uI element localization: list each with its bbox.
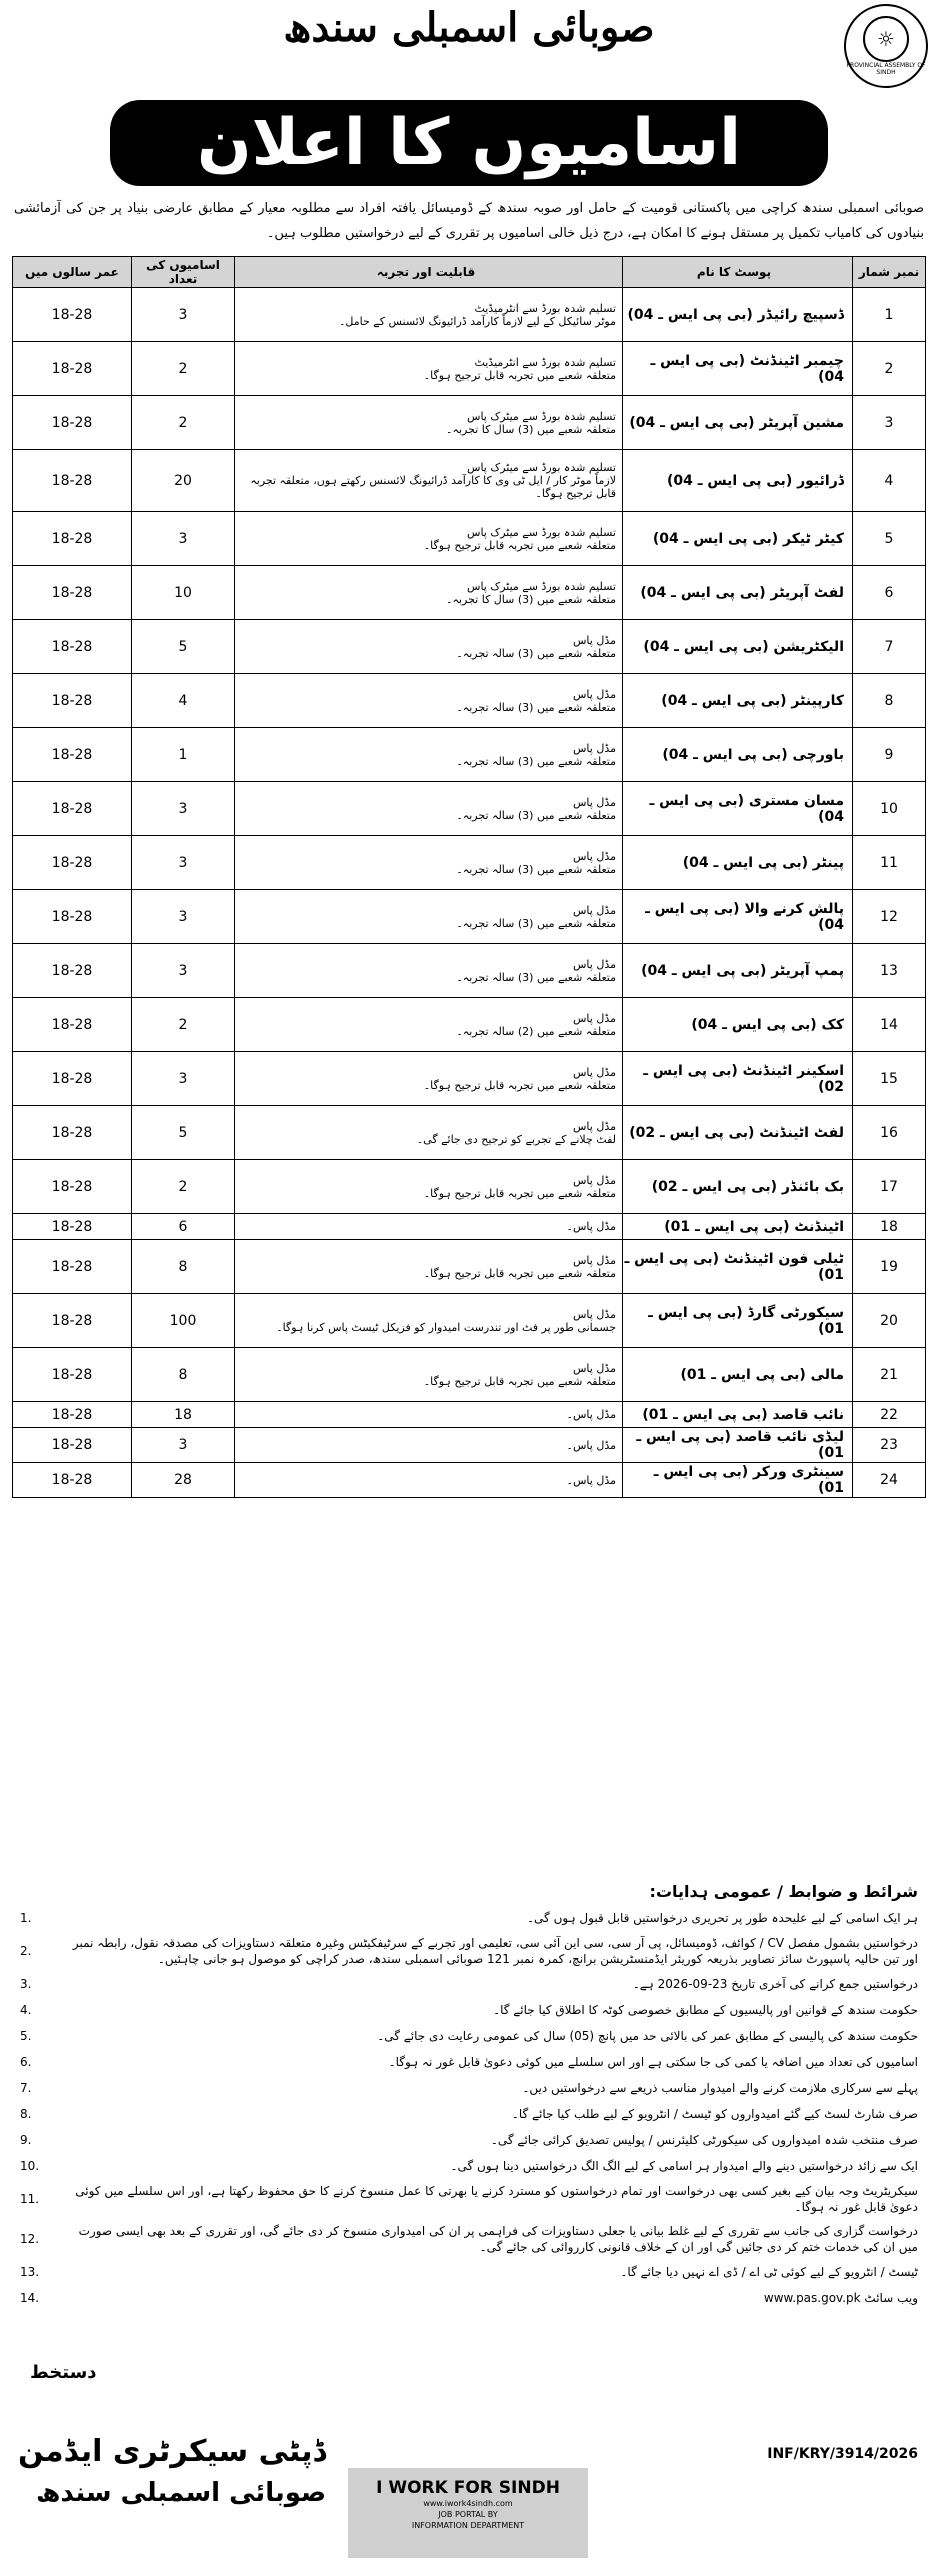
- qualification-line: مڈل پاس: [573, 633, 616, 647]
- qualification-line: مڈل پاس: [573, 957, 616, 971]
- term-number: 14.: [20, 2291, 40, 2305]
- qualification-line: مڈل پاس۔: [566, 1408, 616, 1421]
- term-number: 10.: [20, 2159, 40, 2173]
- table-row: [13, 620, 926, 674]
- qualification-line: لفٹ چلانے کے تجربے کو ترجیح دی جائے گی۔: [416, 1132, 616, 1146]
- table-header-row: [13, 257, 926, 288]
- qualification-line: مڈل پاس: [573, 741, 616, 755]
- qualification-line: مڈل پاس: [573, 1065, 616, 1079]
- table-row: [13, 890, 926, 944]
- term-number: 8.: [20, 2107, 32, 2121]
- age-limit-cell: 18-28: [13, 998, 132, 1052]
- vacancy-count-cell: 18: [132, 1402, 235, 1428]
- term-number: 2.: [20, 1944, 32, 1958]
- age-limit-cell: 18-28: [13, 1402, 132, 1428]
- qualification-cell: [235, 782, 623, 836]
- vacancy-count-cell: 8: [132, 1348, 235, 1402]
- serial-number-cell: 14: [853, 998, 926, 1052]
- qualification-cell: [235, 1463, 623, 1498]
- terms-section: [20, 1882, 918, 2311]
- post-name-cell: باورچی (بی پی ایس ـ 04): [623, 728, 853, 782]
- table-row: [13, 1052, 926, 1106]
- vacancy-count-cell: 10: [132, 566, 235, 620]
- qualification-cell: [235, 1402, 623, 1428]
- post-name-cell: لفٹ اٹینڈنٹ (بی پی ایس ـ 02): [623, 1106, 853, 1160]
- age-limit-cell: 18-28: [13, 620, 132, 674]
- age-limit-cell: 18-28: [13, 728, 132, 782]
- term-text: اسامیوں کی تعداد میں اضافہ یا کمی کی جا سکتی ہے اور اس سلسلے میں کوئی دعویٰ قابل غور نہ ہوگا۔: [388, 2055, 918, 2069]
- term-text: ہر ایک اسامی کے لیے علیحدہ طور پر تحریری درخواستیں قابل قبول ہوں گی۔: [527, 1911, 918, 1925]
- term-number: 9.: [20, 2133, 32, 2147]
- vacancy-count-cell: 2: [132, 396, 235, 450]
- qualification-line: تسلیم شدہ بورڈ سے میٹرک پاس: [467, 461, 616, 474]
- vacancy-count-cell: 3: [132, 782, 235, 836]
- table-row: [13, 288, 926, 342]
- vacancy-count-cell: 3: [132, 1052, 235, 1106]
- term-number: 4.: [20, 2003, 32, 2017]
- term-text: سیکریٹریٹ وجہ بیان کیے بغیر کسی بھی درخواست اور تمام درخواستوں کو مسترد کرنے یا بھرتی کا عمل منسوخ کرنے کا حق محفوظ رکھتا ہے، اور اس سلسلے میں کوئی دعویٰ قابل غور نہ ہوگا۔: [75, 2184, 918, 2214]
- logo-main-text: I WORK FOR SINDH: [376, 2478, 560, 2498]
- qualification-cell: [235, 1240, 623, 1294]
- serial-number-cell: 2: [853, 342, 926, 396]
- term-text: صرف شارٹ لسٹ کیے گئے امیدواروں کو ٹیسٹ / انٹرویو کے لیے طلب کیا جائے گا۔: [511, 2107, 918, 2121]
- logo-line1: JOB PORTAL BY: [438, 2510, 498, 2519]
- qualification-line: مڈل پاس: [573, 1173, 616, 1187]
- qualification-line: تسلیم شدہ بورڈ سے میٹرک پاس: [467, 579, 616, 593]
- qualification-line: مڈل پاس: [573, 1119, 616, 1133]
- vacancy-count-cell: 3: [132, 512, 235, 566]
- term-text: درخواستیں بشمول مفصل CV / کوائف، ڈومیسائل، پی آر سی، سی این آئی سی، تعلیمی اور تجربے کے سرٹیفکیٹس وغیرہ متعلقہ دستاویزات کی مصدقہ نقول، رابطہ نمبر اور تین حالیہ پاسپورٹ سائز تصاویر بذریعہ کوریئر ایڈمنسٹریشن برانچ، کمرہ نمبر 121 صوبائی اسمبلی سندھ، صدر کراچی کو موصول ہو جانی چاہئیں۔: [72, 1936, 918, 1966]
- term-number: 11.: [20, 2192, 40, 2206]
- serial-number-cell: 8: [853, 674, 926, 728]
- age-limit-cell: 18-28: [13, 1160, 132, 1214]
- term-item: [20, 2153, 918, 2179]
- serial-number-cell: 6: [853, 566, 926, 620]
- age-limit-cell: 18-28: [13, 1052, 132, 1106]
- term-text: درخواستیں جمع کرانے کی آخری تاریخ 23-09-2026 ہے۔: [632, 1977, 918, 1991]
- qualification-cell: [235, 396, 623, 450]
- footer: [0, 2362, 938, 2560]
- table-row: [13, 728, 926, 782]
- announcement-banner: اسامیوں کا اعلان: [110, 100, 828, 186]
- post-name-cell: پالش کرنے والا (بی پی ایس ـ 04): [623, 890, 853, 944]
- age-limit-cell: 18-28: [13, 890, 132, 944]
- term-item: [20, 1931, 918, 1971]
- table-row: [13, 1214, 926, 1240]
- post-name-cell: اٹینڈنٹ (بی پی ایس ـ 01): [623, 1214, 853, 1240]
- age-limit-cell: 18-28: [13, 1240, 132, 1294]
- qualification-cell: [235, 890, 623, 944]
- post-name-cell: مالی (بی پی ایس ـ 01): [623, 1348, 853, 1402]
- qualification-line: متعلقہ شعبے میں تجربہ قابل ترجیح ہوگا۔: [423, 1374, 616, 1388]
- qualification-cell: [235, 342, 623, 396]
- qualification-line: تسلیم شدہ بورڈ سے انٹرمیڈیٹ: [474, 301, 616, 315]
- post-name-cell: پینٹر (بی پی ایس ـ 04): [623, 836, 853, 890]
- term-number: 13.: [20, 2265, 40, 2279]
- qualification-line: متعلقہ شعبے میں (2) سالہ تجربہ۔: [456, 1024, 616, 1038]
- term-number: 5.: [20, 2029, 32, 2043]
- signatory-organization: صوبائی اسمبلی سندھ: [36, 2478, 327, 2508]
- qualification-line: متعلقہ شعبے میں (3) سال کا تجربہ۔: [446, 422, 616, 436]
- table-row: [13, 1160, 926, 1214]
- qualification-cell: [235, 512, 623, 566]
- term-text: ایک سے زائد درخواستیں دینے والے امیدوار ہر اسامی کے لیے الگ الگ درخواستیں دینا ہوں گی۔: [450, 2159, 918, 2173]
- term-number: 3.: [20, 1977, 32, 1991]
- post-name-cell: پمپ آپریٹر (بی پی ایس ـ 04): [623, 944, 853, 998]
- serial-number-cell: 20: [853, 1294, 926, 1348]
- logo-line2: INFORMATION DEPARTMENT: [411, 2521, 525, 2530]
- table-row: [13, 1463, 926, 1498]
- header-serial: نمبر شمار: [853, 257, 926, 288]
- qualification-line: متعلقہ شعبے میں (3) سالہ تجربہ۔: [456, 808, 616, 822]
- header-post: پوسٹ کا نام: [623, 257, 853, 288]
- qualification-cell: [235, 450, 623, 512]
- iwork4sindh-logo: [348, 2468, 588, 2558]
- vacancy-count-cell: 2: [132, 998, 235, 1052]
- qualification-line: موٹر سائیکل کے لیے لازماً کارآمد ڈرائیونگ لائسنس کے حامل۔: [338, 314, 616, 328]
- table-row: [13, 450, 926, 512]
- assembly-seal: [844, 4, 928, 88]
- post-name-cell: بک بائنڈر (بی پی ایس ـ 02): [623, 1160, 853, 1214]
- table-row: [13, 1294, 926, 1348]
- term-item: [20, 2285, 918, 2311]
- age-limit-cell: 18-28: [13, 450, 132, 512]
- header: [0, 0, 938, 96]
- post-name-cell: کک (بی پی ایس ـ 04): [623, 998, 853, 1052]
- qualification-line: لازماً موٹر کار / ایل ٹی وی کا کارآمد ڈرائیونگ لائسنس رکھتے ہوں، متعلقہ تجربہ قابل ترجیح ہوگا۔: [250, 474, 616, 500]
- terms-list: [20, 1905, 918, 2311]
- term-item: [20, 2101, 918, 2127]
- vacancy-count-cell: 8: [132, 1240, 235, 1294]
- qualification-line: متعلقہ شعبے میں (3) سال کا تجربہ۔: [446, 592, 616, 606]
- qualification-line: مڈل پاس: [573, 1361, 616, 1375]
- table-row: [13, 1428, 926, 1463]
- qualification-line: جسمانی طور پر فٹ اور تندرست امیدوار کو فزیکل ٹیسٹ پاس کرنا ہوگا۔: [276, 1320, 616, 1334]
- serial-number-cell: 22: [853, 1402, 926, 1428]
- term-item: [20, 2179, 918, 2219]
- qualification-line: متعلقہ شعبے میں تجربہ قابل ترجیح ہوگا۔: [423, 1186, 616, 1200]
- vacancy-count-cell: 2: [132, 1160, 235, 1214]
- table-row: [13, 782, 926, 836]
- qualification-line: تسلیم شدہ بورڈ سے میٹرک پاس: [467, 409, 616, 423]
- vacancy-count-cell: 100: [132, 1294, 235, 1348]
- age-limit-cell: 18-28: [13, 1106, 132, 1160]
- post-name-cell: لفٹ آپریٹر (بی پی ایس ـ 04): [623, 566, 853, 620]
- qualification-cell: [235, 998, 623, 1052]
- qualification-line: مڈل پاس: [573, 1307, 616, 1321]
- post-name-cell: مسان مستری (بی پی ایس ـ 04): [623, 782, 853, 836]
- age-limit-cell: 18-28: [13, 674, 132, 728]
- post-name-cell: چیمبر اٹینڈنٹ (بی پی ایس ـ 04): [623, 342, 853, 396]
- term-item: [20, 1905, 918, 1931]
- qualification-cell: [235, 1214, 623, 1240]
- qualification-line: متعلقہ شعبے میں (3) سالہ تجربہ۔: [456, 700, 616, 714]
- serial-number-cell: 11: [853, 836, 926, 890]
- table-row: [13, 1106, 926, 1160]
- serial-number-cell: 7: [853, 620, 926, 674]
- serial-number-cell: 3: [853, 396, 926, 450]
- logo-url: www.iwork4sindh.com: [423, 2499, 513, 2508]
- qualification-cell: [235, 288, 623, 342]
- term-text: حکومت سندھ کی پالیسی کے مطابق عمر کی بالائی حد میں پانچ (05) سال کی عمومی رعایت دی جائے گی۔: [377, 2029, 918, 2043]
- post-name-cell: الیکٹریشن (بی پی ایس ـ 04): [623, 620, 853, 674]
- serial-number-cell: 23: [853, 1428, 926, 1463]
- age-limit-cell: 18-28: [13, 396, 132, 450]
- table-row: [13, 836, 926, 890]
- term-text: ویب سائٹ www.pas.gov.pk: [763, 2291, 918, 2305]
- term-item: [20, 1997, 918, 2023]
- table-row: [13, 512, 926, 566]
- qualification-cell: [235, 674, 623, 728]
- table-row: [13, 1240, 926, 1294]
- table-row: [13, 342, 926, 396]
- qualification-line: متعلقہ شعبے میں تجربہ قابل ترجیح ہوگا۔: [423, 1078, 616, 1092]
- qualification-line: مڈل پاس: [573, 1011, 616, 1025]
- serial-number-cell: 13: [853, 944, 926, 998]
- age-limit-cell: 18-28: [13, 836, 132, 890]
- qualification-cell: [235, 1160, 623, 1214]
- term-number: 7.: [20, 2081, 32, 2095]
- signature-label: دستخط: [30, 2362, 97, 2383]
- vacancy-count-cell: 3: [132, 836, 235, 890]
- age-limit-cell: 18-28: [13, 1348, 132, 1402]
- terms-title: شرائط و ضوابط / عمومی ہدایات:: [649, 1882, 918, 1901]
- post-name-cell: نائب قاصد (بی پی ایس ـ 01): [623, 1402, 853, 1428]
- qualification-line: مڈل پاس۔: [566, 1220, 616, 1233]
- post-name-cell: ٹیلی فون اٹینڈنٹ (بی پی ایس ـ 01): [623, 1240, 853, 1294]
- term-text: حکومت سندھ کے قوانین اور پالیسیوں کے مطابق خصوصی کوٹہ کا اطلاق کیا جائے گا۔: [493, 2003, 918, 2017]
- post-name-cell: مشین آپریٹر (بی پی ایس ـ 04): [623, 396, 853, 450]
- serial-number-cell: 9: [853, 728, 926, 782]
- qualification-line: مڈل پاس: [573, 903, 616, 917]
- age-limit-cell: 18-28: [13, 566, 132, 620]
- vacancy-count-cell: 1: [132, 728, 235, 782]
- age-limit-cell: 18-28: [13, 944, 132, 998]
- serial-number-cell: 10: [853, 782, 926, 836]
- term-item: [20, 2259, 918, 2285]
- qualification-cell: [235, 1052, 623, 1106]
- qualification-line: متعلقہ شعبے میں تجربہ قابل ترجیح ہوگا۔: [423, 1266, 616, 1280]
- serial-number-cell: 18: [853, 1214, 926, 1240]
- qualification-cell: [235, 1106, 623, 1160]
- post-name-cell: لیڈی نائب قاصد (بی پی ایس ـ 01): [623, 1428, 853, 1463]
- serial-number-cell: 5: [853, 512, 926, 566]
- qualification-cell: [235, 566, 623, 620]
- qualification-line: متعلقہ شعبے میں (3) سالہ تجربہ۔: [456, 970, 616, 984]
- qualification-line: مڈل پاس۔: [566, 1438, 616, 1452]
- age-limit-cell: 18-28: [13, 288, 132, 342]
- term-number: 6.: [20, 2055, 32, 2069]
- vacancy-count-cell: 3: [132, 288, 235, 342]
- intro-paragraph: صوبائی اسمبلی سندھ کراچی میں پاکستانی قومیت کے حامل اور صوبہ سندھ کے ڈومیسائل یافتہ افراد سے مطلوبہ معیار کے مطابق عارضی بنیاد پر جن کی آزمائشی بنیادوں کی کامیاب تکمیل پر مستقل ہونے کا امکان ہے، درج ذیل خالی اسامیوں پر تقرری کے لیے درخواستیں مطلوب ہیں۔: [14, 201, 924, 241]
- qualification-line: متعلقہ شعبے میں (3) سالہ تجربہ۔: [456, 754, 616, 768]
- table-row: [13, 998, 926, 1052]
- serial-number-cell: 17: [853, 1160, 926, 1214]
- qualification-line: متعلقہ شعبے میں تجربہ قابل ترجیح ہوگا۔: [423, 368, 616, 382]
- header-age: عمر سالوں میں: [13, 257, 132, 288]
- vacancy-count-cell: 5: [132, 620, 235, 674]
- table-row: [13, 674, 926, 728]
- qualification-cell: [235, 836, 623, 890]
- table-row: [13, 1348, 926, 1402]
- qualification-line: متعلقہ شعبے میں تجربہ قابل ترجیح ہوگا۔: [423, 538, 616, 552]
- table-row: [13, 396, 926, 450]
- post-name-cell: ڈسپیچ رائیڈر (بی پی ایس ـ 04): [623, 288, 853, 342]
- term-text: درخواست گزاری کی جانب سے تقرری کے لیے غلط بیانی یا جعلی دستاویزات کی فراہمی پر ان کی امیدواری منسوخ کر دی جائے گی، اور تقرری کے بعد بھی ایسی صورت میں ان کی خدمات ختم کر دی جائیں گی اور ان کے خلاف قانونی کارروائی کی جائے گی۔: [78, 2224, 918, 2254]
- qualification-cell: [235, 944, 623, 998]
- table-row: [13, 944, 926, 998]
- serial-number-cell: 4: [853, 450, 926, 512]
- vacancy-count-cell: 3: [132, 944, 235, 998]
- vacancy-count-cell: 5: [132, 1106, 235, 1160]
- header-qualification: قابلیت اور تجربہ: [235, 257, 623, 288]
- qualification-line: متعلقہ شعبے میں (3) سالہ تجربہ۔: [456, 646, 616, 660]
- post-name-cell: کارپینٹر (بی پی ایس ـ 04): [623, 674, 853, 728]
- post-name-cell: سینٹری ورکر (بی پی ایس ـ 01): [623, 1463, 853, 1498]
- post-name-cell: اسکینر اٹینڈنٹ (بی پی ایس ـ 02): [623, 1052, 853, 1106]
- term-text: صرف منتخب شدہ امیدواروں کی سیکورٹی کلیئرنس / پولیس تصدیق کرائی جائے گی۔: [490, 2133, 918, 2147]
- term-number: 12.: [20, 2232, 40, 2246]
- seal-text: PROVINCIAL ASSEMBLY OF SINDH: [846, 61, 926, 76]
- seal-emblem-icon: ☼: [863, 16, 909, 62]
- organization-name: صوبائی اسمبلی سندھ: [283, 4, 655, 51]
- qualification-cell: [235, 1428, 623, 1463]
- qualification-line: مڈل پاس: [573, 795, 616, 809]
- qualification-cell: [235, 728, 623, 782]
- term-number: 1.: [20, 1911, 32, 1925]
- qualification-line: تسلیم شدہ بورڈ سے میٹرک پاس: [467, 525, 616, 539]
- vacancy-count-cell: 6: [132, 1214, 235, 1240]
- serial-number-cell: 12: [853, 890, 926, 944]
- qualification-line: متعلقہ شعبے میں (3) سالہ تجربہ۔: [456, 916, 616, 930]
- vacancy-count-cell: 28: [132, 1463, 235, 1498]
- term-item: [20, 1971, 918, 1997]
- age-limit-cell: 18-28: [13, 512, 132, 566]
- term-item: [20, 2127, 918, 2153]
- reference-number: INF/KRY/3914/2026: [767, 2446, 918, 2462]
- qualification-line: تسلیم شدہ بورڈ سے انٹرمیڈیٹ: [474, 355, 616, 369]
- term-item: [20, 2075, 918, 2101]
- age-limit-cell: 18-28: [13, 342, 132, 396]
- serial-number-cell: 15: [853, 1052, 926, 1106]
- qualification-line: مڈل پاس: [573, 1253, 616, 1267]
- age-limit-cell: 18-28: [13, 1294, 132, 1348]
- age-limit-cell: 18-28: [13, 1214, 132, 1240]
- post-name-cell: کیٹر ٹیکر (بی پی ایس ـ 04): [623, 512, 853, 566]
- term-item: [20, 2219, 918, 2259]
- serial-number-cell: 24: [853, 1463, 926, 1498]
- table-row: [13, 566, 926, 620]
- term-text: ٹیسٹ / انٹرویو کے لیے کوئی ٹی اے / ڈی اے نہیں دیا جائے گا۔: [620, 2265, 918, 2279]
- vacancy-count-cell: 3: [132, 1428, 235, 1463]
- age-limit-cell: 18-28: [13, 1428, 132, 1463]
- table-row: [13, 1402, 926, 1428]
- qualification-line: مڈل پاس۔: [566, 1473, 616, 1487]
- vacancy-count-cell: 20: [132, 450, 235, 512]
- serial-number-cell: 19: [853, 1240, 926, 1294]
- vacancy-count-cell: 3: [132, 890, 235, 944]
- age-limit-cell: 18-28: [13, 1463, 132, 1498]
- age-limit-cell: 18-28: [13, 782, 132, 836]
- post-name-cell: سیکورٹی گارڈ (بی پی ایس ـ 01): [623, 1294, 853, 1348]
- term-item: [20, 2049, 918, 2075]
- qualification-cell: [235, 1294, 623, 1348]
- term-text: پہلے سے سرکاری ملازمت کرنے والے امیدوار مناسب ذریعے سے درخواستیں دیں۔: [522, 2081, 918, 2095]
- term-item: [20, 2023, 918, 2049]
- jobs-table: [12, 256, 926, 1498]
- qualification-line: متعلقہ شعبے میں (3) سالہ تجربہ۔: [456, 862, 616, 876]
- signatory-title: ڈپٹی سیکرٹری ایڈمن: [18, 2434, 326, 2469]
- serial-number-cell: 21: [853, 1348, 926, 1402]
- qualification-cell: [235, 620, 623, 674]
- qualification-line: مڈل پاس: [573, 687, 616, 701]
- header-count: اسامیوں کی تعداد: [132, 257, 235, 288]
- serial-number-cell: 16: [853, 1106, 926, 1160]
- qualification-line: مڈل پاس: [573, 849, 616, 863]
- post-name-cell: ڈرائیور (بی پی ایس ـ 04): [623, 450, 853, 512]
- vacancy-count-cell: 4: [132, 674, 235, 728]
- vacancy-count-cell: 2: [132, 342, 235, 396]
- qualification-cell: [235, 1348, 623, 1402]
- serial-number-cell: 1: [853, 288, 926, 342]
